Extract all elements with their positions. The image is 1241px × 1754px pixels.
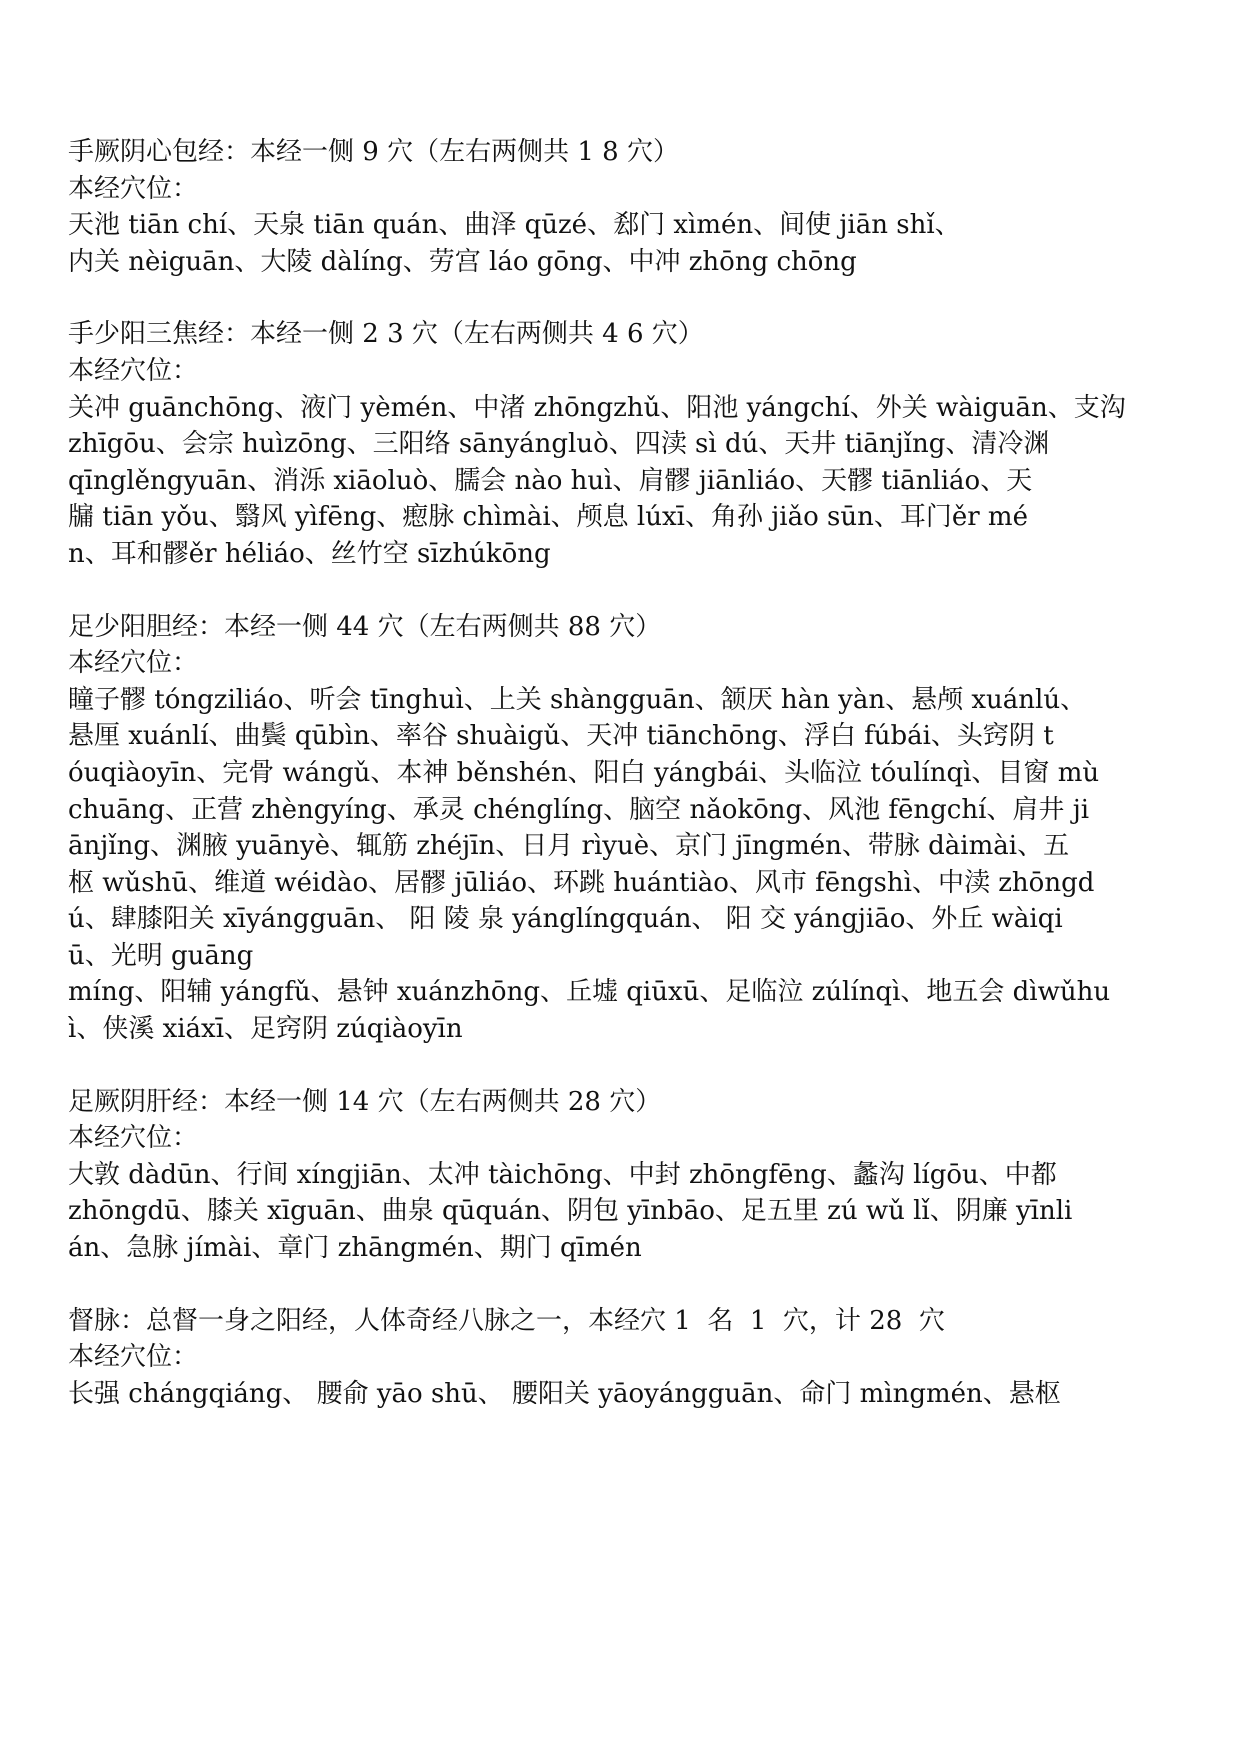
acupoint-text-line: ú、肆膝阳关 xīyángguān、 阳 陵 泉 yánglíngquán、 阳 交 yángjiāo、外丘 wàiqi [68,904,1063,935]
acupoints-label: 本经穴位： [68,355,199,386]
acupoints-label: 本经穴位： [68,1123,199,1154]
section-sanjiao-meridian [68,316,1186,572]
section-liver-meridian [68,1084,1186,1267]
acupoint-text-line: 大敦 dàdūn、行间 xíngjiān、太冲 tàichōng、中封 zhōngfēng、蠡沟 lígōu、中都 [68,1159,1057,1190]
acupoint-text-line: 关冲 guānchōng、液门 yèmén、中渚 zhōngzhǔ、阳池 yángchí、外关 wàiguān、支沟 [68,392,1126,423]
section-heading: 足厥阴肝经：本经一侧 14 穴（左右两侧共 28 穴） [68,1086,662,1117]
acupoint-text-line: 内关 nèiguān、大陵 dàlíng、劳宫 láo gōng、中冲 zhōng chōng [68,246,857,277]
acupoint-text-line: ū、光明 guāng [68,940,254,971]
acupoints-label: 本经穴位： [68,648,199,679]
section-heading: 手少阳三焦经：本经一侧 2 3 穴（左右两侧共 4 6 穴） [68,319,704,350]
acupoint-text-line: án、急脉 jímài、章门 zhāngmén、期门 qīmén [68,1233,642,1264]
acupoint-text-line: 悬厘 xuánlí、曲鬓 qūbìn、率谷 shuàigǔ、天冲 tiānchōng、浮白 fúbái、头窍阴 t [68,721,1054,752]
section-governor-vessel [68,1303,1186,1413]
acupoint-text-line: 长强 chángqiáng、 腰俞 yāo shū、 腰阳关 yāoyángguān、命门 mìngmén、悬枢 [68,1378,1061,1409]
acupoint-text-line: míng、阳辅 yángfǔ、悬钟 xuánzhōng、丘墟 qiūxū、足临泣 zúlínqì、地五会 dìwǔhu [68,977,1111,1008]
acupoint-text-line: chuāng、正营 zhèngyíng、承灵 chénglíng、脑空 nǎokōng、风池 fēngchí、肩井 ji [68,794,1090,825]
acupoint-text-line: qīnglěngyuān、消泺 xiāoluò、臑会 nào huì、肩髎 jiānliáo、天髎 tiānliáo、天 [68,465,1033,496]
acupoint-text-line: óuqiàoyīn、完骨 wángǔ、本神 běnshén、阳白 yángbái、头临泣 tóulínqì、目窗 mù [68,757,1100,788]
acupoint-text-line: 瞳子髎 tóngziliáo、听会 tīnghuì、上关 shàngguān、颔厌 hàn yàn、悬颅 xuánlú、 [68,684,1087,715]
acupoint-text-line: zhīgōu、会宗 huìzōng、三阳络 sānyángluò、四渎 sì dú、天井 tiānjǐng、清冷渊 [68,429,1050,460]
section-heading: 足少阳胆经：本经一侧 44 穴（左右两侧共 88 穴） [68,611,662,642]
acupoints-label: 本经穴位： [68,173,199,204]
section-heading: 手厥阴心包经：本经一侧 9 穴（左右两侧共 1 8 穴） [68,137,679,167]
acupoint-text-line: ānjǐng、渊腋 yuānyè、辄筋 zhéjīn、日月 rìyuè、京门 jīngmén、带脉 dàimài、五 [68,831,1070,862]
acupoints-label: 本经穴位： [68,1342,199,1373]
section-heading: 督脉：总督一身之阳经，人体奇经八脉之一，本经穴 1 名 1 穴，计 28 穴 [68,1305,945,1336]
section-gallbladder-meridian [68,609,1186,1048]
acupoint-text-line: 牖 tiān yǒu、翳风 yìfēng、瘛脉 chìmài、颅息 lúxī、角孙 jiǎo sūn、耳门ěr mé [68,502,1028,533]
acupoint-text-line: 枢 wǔshū、维道 wéidào、居髎 jūliáo、环跳 huántiào、风市 fēngshì、中渎 zhōngd [68,867,1095,898]
document-page [68,134,1186,1448]
section-pericardium-meridian [68,134,1186,280]
acupoint-text-line: ì、侠溪 xiáxī、足窍阴 zúqiàoyīn [68,1014,463,1045]
acupoint-text-line: 天池 tiān chí、天泉 tiān quán、曲泽 qūzé、郄门 xìmén、间使 jiān shǐ、 [68,210,961,241]
acupoint-text-line: zhōngdū、膝关 xīguān、曲泉 qūquán、阴包 yīnbāo、足五里 zú wǔ lǐ、阴廉 yīnli [68,1196,1073,1227]
acupoint-text-line: n、耳和髎ěr héliáo、丝竹空 sīzhúkōng [68,538,551,569]
